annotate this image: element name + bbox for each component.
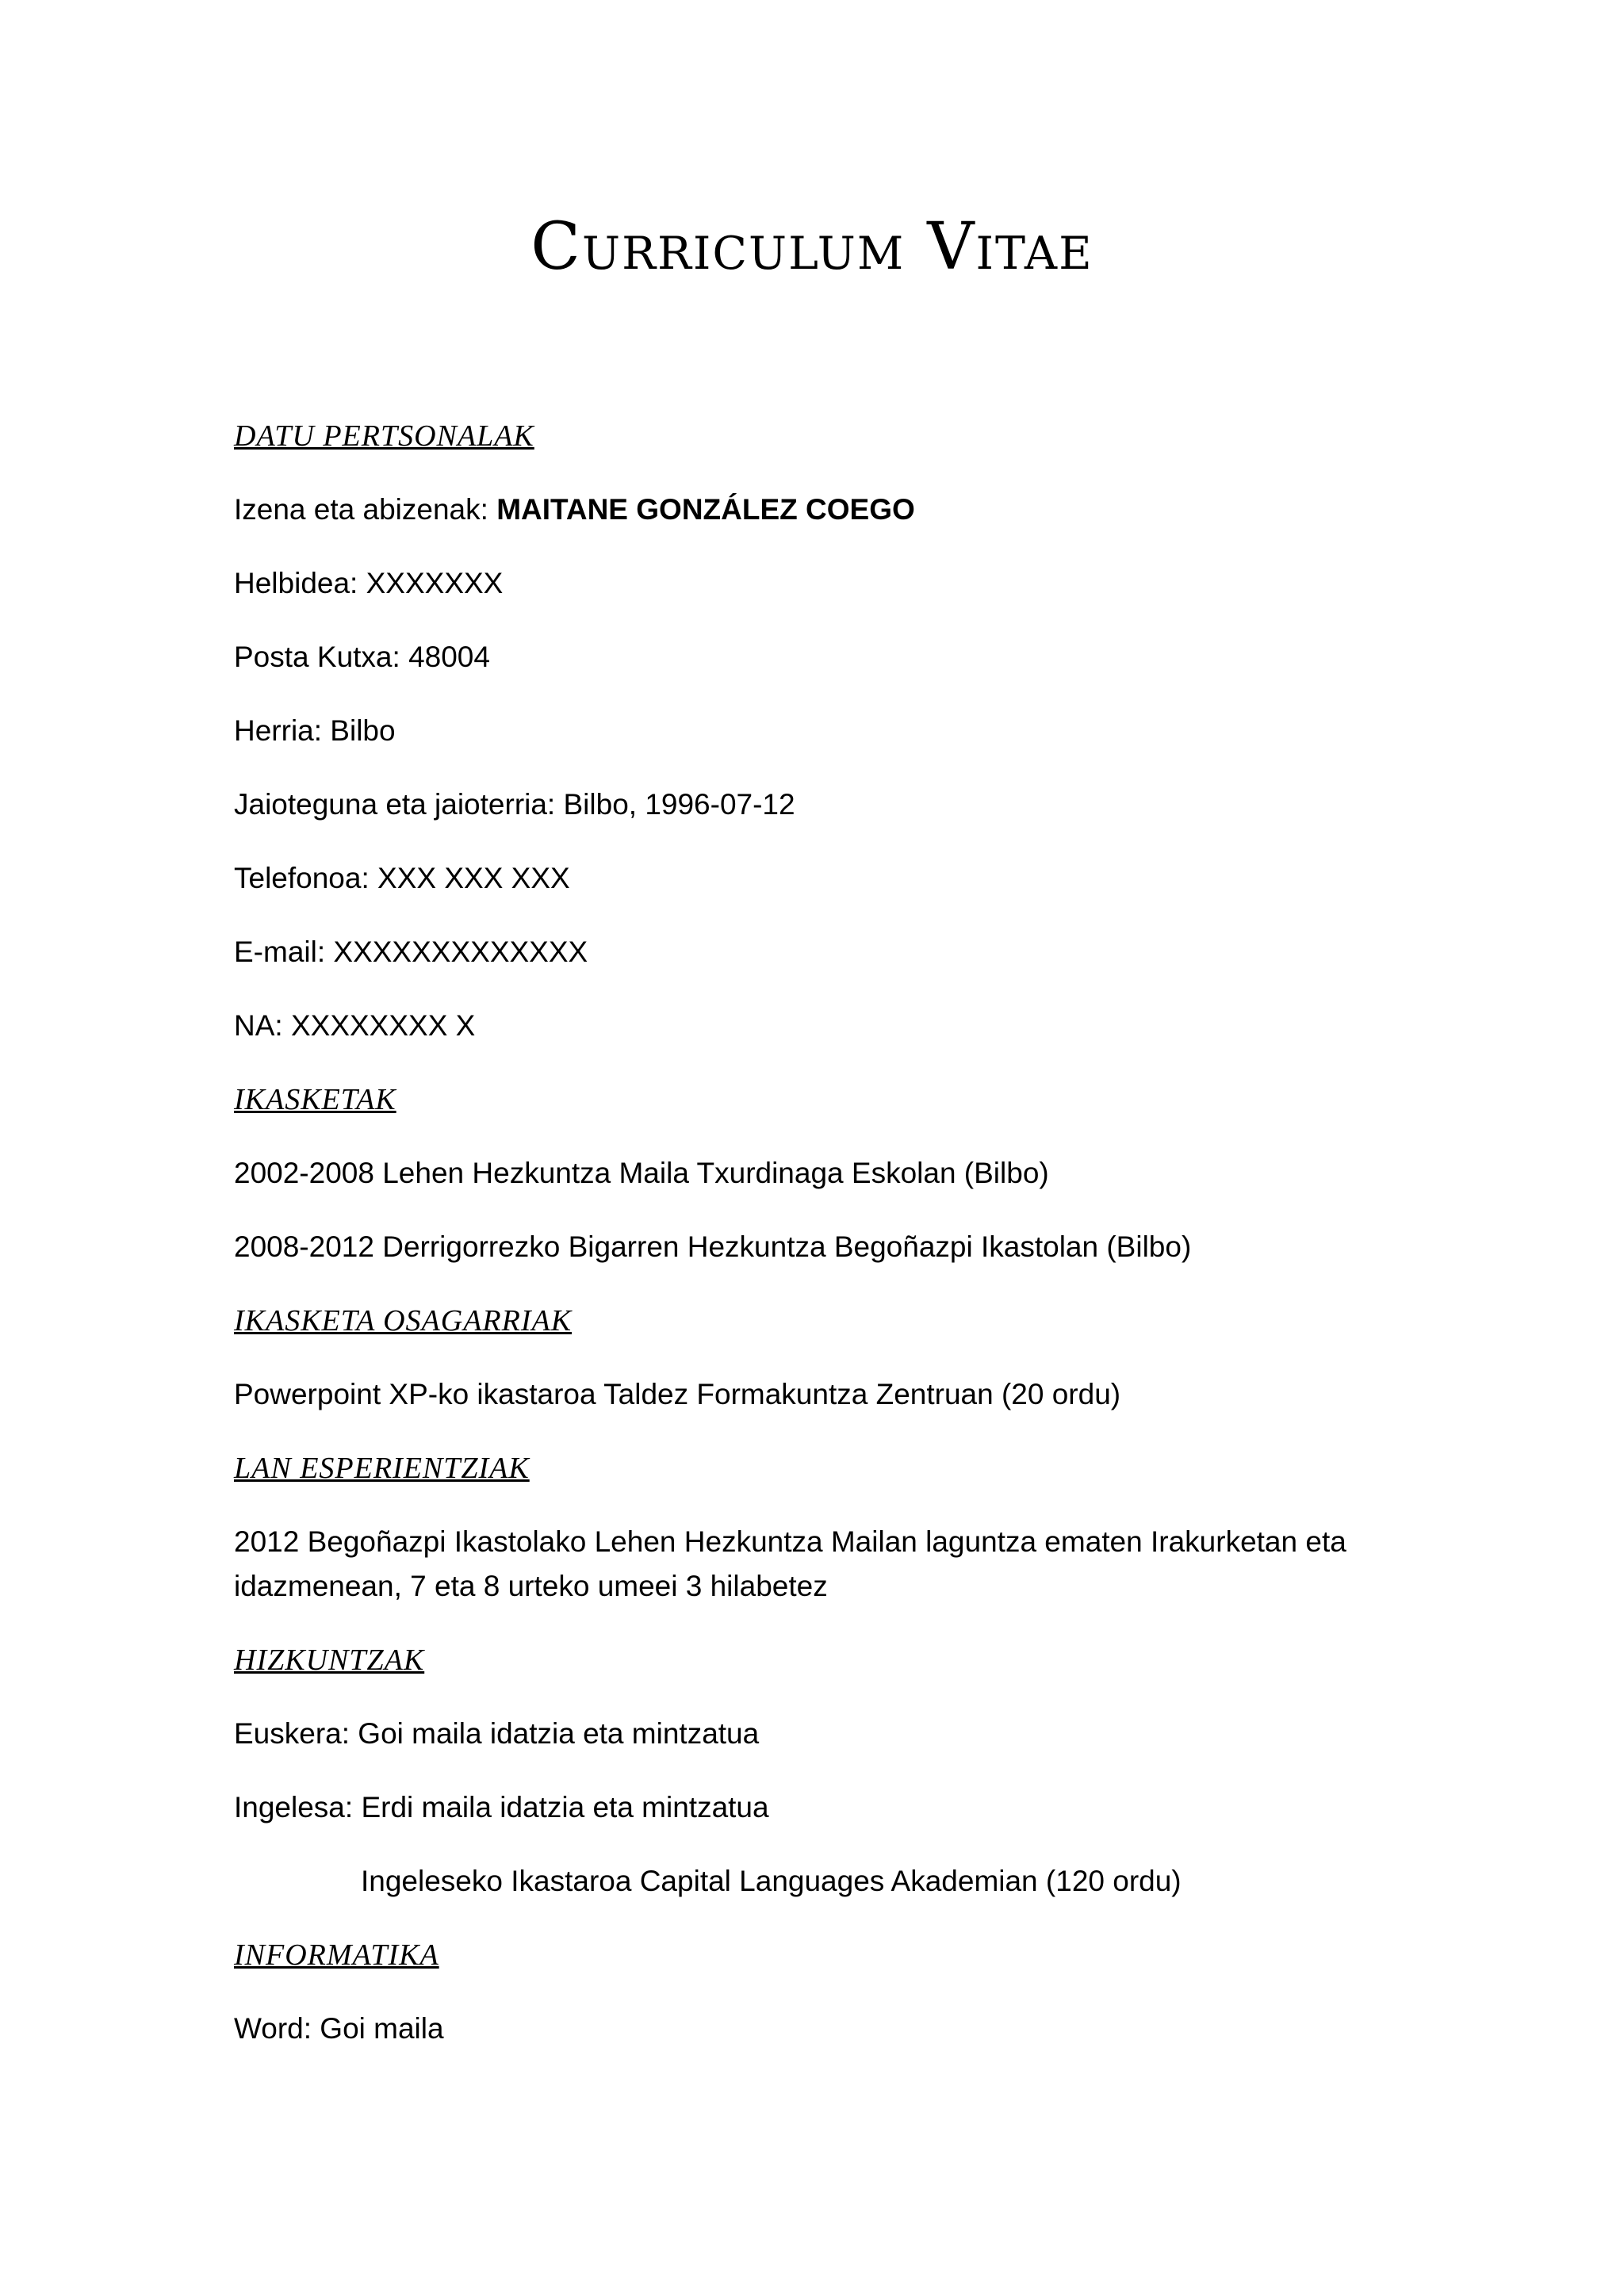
- experience-item: 2012 Begoñazpi Ikastolako Lehen Hezkuntza Mailan laguntza ematen Irakurketan eta idazmenean, 7 eta 8 urteko umeei 3 hilabetez: [234, 1525, 1346, 1602]
- section-heading-extra-studies: IKASKETA OSAGARRIAK: [234, 1304, 573, 1337]
- section-heading-computing: INFORMATIKA: [234, 1938, 439, 1972]
- town-line: Herria: Bilbo: [234, 714, 396, 747]
- extra-studies-item: Powerpoint XP-ko ikastaroa Taldez Formakuntza Zentruan (20 ordu): [234, 1378, 1121, 1410]
- language-english-course: Ingeleseko Ikastaroa Capital Languages Akademian (120 ordu): [361, 1865, 1182, 1897]
- language-basque: Euskera: Goi maila idatzia eta mintzatua: [234, 1717, 760, 1750]
- section-heading-experience: LAN ESPERIENTZIAK: [234, 1452, 530, 1485]
- birth-line: Jaioteguna eta jaioterria: Bilbo, 1996-07-12: [234, 788, 795, 821]
- document-title: Curriculum Vitae: [530, 209, 1094, 285]
- section-heading-languages: HIZKUNTZAK: [234, 1644, 425, 1677]
- studies-item: 2002-2008 Lehen Hezkuntza Maila Txurdinaga Eskolan (Bilbo): [234, 1157, 1049, 1189]
- postcode-line: Posta Kutxa: 48004: [234, 641, 490, 673]
- studies-item: 2008-2012 Derrigorrezko Bigarren Hezkuntza Begoñazpi Ikastolan (Bilbo): [234, 1230, 1192, 1263]
- address-line: Helbidea: XXXXXXX: [234, 567, 504, 599]
- name-value: MAITANE GONZÁLEZ COEGO: [496, 493, 915, 526]
- section-heading-personal: DATU PERTSONALAK: [234, 419, 534, 453]
- phone-line: Telefonoa: XXX XXX XXX: [234, 862, 570, 894]
- name-line: [234, 488, 1408, 532]
- language-english: Ingelesa: Erdi maila idatzia eta mintzatua: [234, 1791, 769, 1823]
- name-label: Izena eta abizenak:: [234, 493, 497, 526]
- email-line: E-mail: XXXXXXXXXXXXX: [234, 936, 588, 968]
- section-heading-studies: IKASKETAK: [234, 1083, 396, 1116]
- cv-content: [234, 414, 1408, 2080]
- id-line: NA: XXXXXXXX X: [234, 1009, 476, 1042]
- computing-word: Word: Goi maila: [234, 2012, 444, 2045]
